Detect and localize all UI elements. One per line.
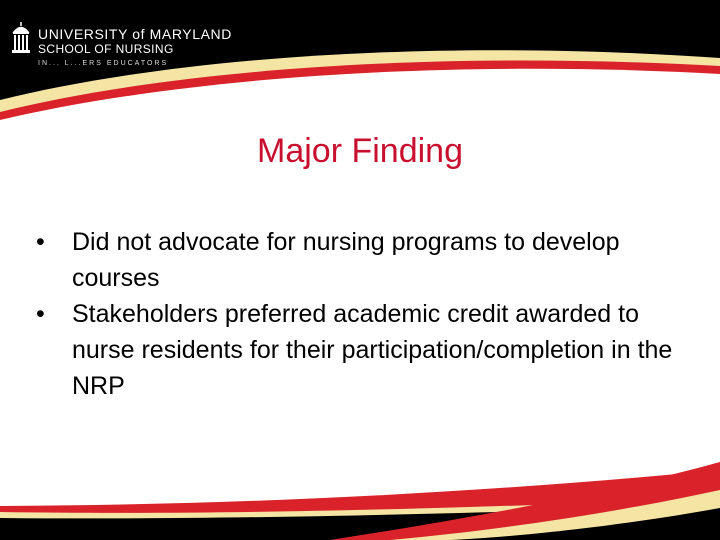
university-logo xyxy=(10,14,240,72)
bullet-text: Stakeholders preferred academic credit awarded to nurse residents for their participation/completion in the NRP xyxy=(72,300,673,400)
bullet-item xyxy=(36,296,676,404)
bullet-dot-icon: • xyxy=(36,300,45,328)
logo-tagline: IN... L...ERS EDUCATORS xyxy=(38,60,169,67)
slide-title: Major Finding xyxy=(257,132,463,170)
bullet-item xyxy=(36,224,676,296)
logo-school-name: SCHOOL OF NURSING xyxy=(38,42,174,56)
dome-building-icon xyxy=(10,20,32,54)
bullet-dot-icon: • xyxy=(36,228,45,256)
bullet-text: Did not advocate for nursing programs to develop courses xyxy=(72,228,620,292)
logo-university-name: UNIVERSITY of MARYLAND xyxy=(38,26,232,42)
bullet-list xyxy=(36,224,676,404)
